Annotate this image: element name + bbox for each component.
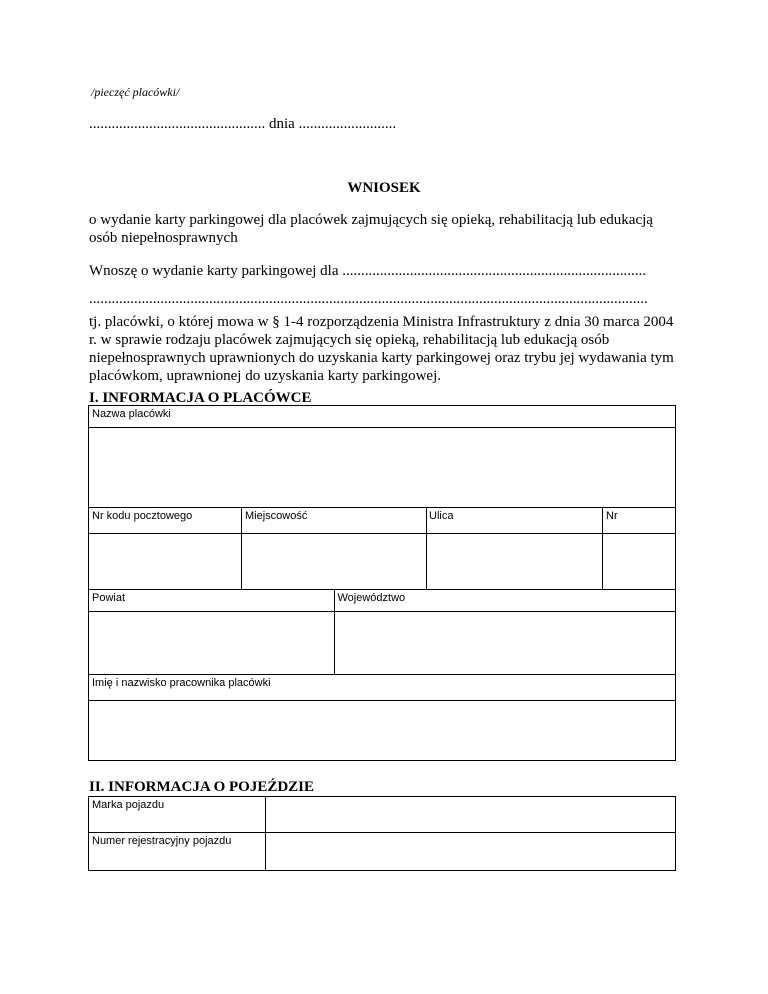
dots-line: ..................................................................................................................................................... (89, 291, 648, 307)
county-label-cell (89, 590, 335, 612)
county-label: Powiat (92, 592, 126, 604)
postal-code-label-cell (89, 508, 242, 534)
postal-code-field[interactable] (89, 534, 242, 590)
street-field[interactable] (427, 534, 603, 590)
number-label-cell (603, 508, 676, 534)
subject-paragraph: o wydanie karty parkingowej dla placówek zajmujących się opieką, rehabilitacją lub edukacją osób niepełnosprawnych (89, 212, 653, 246)
number-field[interactable] (603, 534, 676, 590)
street-label-cell (427, 508, 603, 534)
request-line: Wnoszę o wydanie karty parkingowej dla ................................................................................. (89, 263, 646, 279)
vehicle-make-field[interactable] (266, 797, 676, 833)
registration-label: Numer rejestracyjny pojazdu (92, 835, 232, 847)
vehicle-info-table (88, 796, 676, 871)
section-heading-facility: I. INFORMACJA O PLACÓWCE (89, 390, 312, 406)
city-label-cell (242, 508, 427, 534)
city-field[interactable] (242, 534, 427, 590)
city-label: Miejscowość (245, 510, 308, 522)
facility-info-table (88, 405, 676, 761)
county-field[interactable] (89, 612, 335, 675)
postal-code-label: Nr kodu pocztowego (92, 510, 193, 522)
facility-name-label-cell (89, 406, 676, 428)
date-line: ............................................... dnia .......................... (89, 116, 397, 132)
employee-label-cell (89, 675, 676, 701)
document-title: WNIOSEK (347, 180, 421, 196)
legal-paragraph: tj. placówki, o której mowa w § 1-4 rozporządzenia Ministra Infrastruktury z dnia 30 marca 2004 r. w sprawie rodzaju placówek zajmujących się opieką, rehabilitacją lub edukacją osób niepełnosprawnych uprawnionych do uzyskania karty parkingowej oraz trybu jej wydawania tym placówkom, uprawnionej do uzyskania karty parkingowej. (89, 314, 674, 384)
province-label-cell (334, 590, 676, 612)
facility-name-field[interactable] (89, 428, 676, 508)
vehicle-make-label-cell (89, 797, 266, 833)
section-heading-vehicle: II. INFORMACJA O POJEŹDZIE (89, 779, 315, 795)
province-label: Województwo (337, 592, 406, 604)
street-label: Ulica (429, 510, 454, 522)
stamp-label: /pieczęć placówki/ (91, 85, 180, 99)
facility-name-label: Nazwa placówki (92, 408, 171, 420)
number-label: Nr (606, 510, 618, 522)
employee-label: Imię i nazwisko pracownika placówki (92, 677, 271, 689)
registration-label-cell (89, 833, 266, 871)
registration-field[interactable] (266, 833, 676, 871)
vehicle-make-label: Marka pojazdu (92, 799, 165, 811)
employee-field[interactable] (89, 701, 676, 761)
province-field[interactable] (334, 612, 676, 675)
